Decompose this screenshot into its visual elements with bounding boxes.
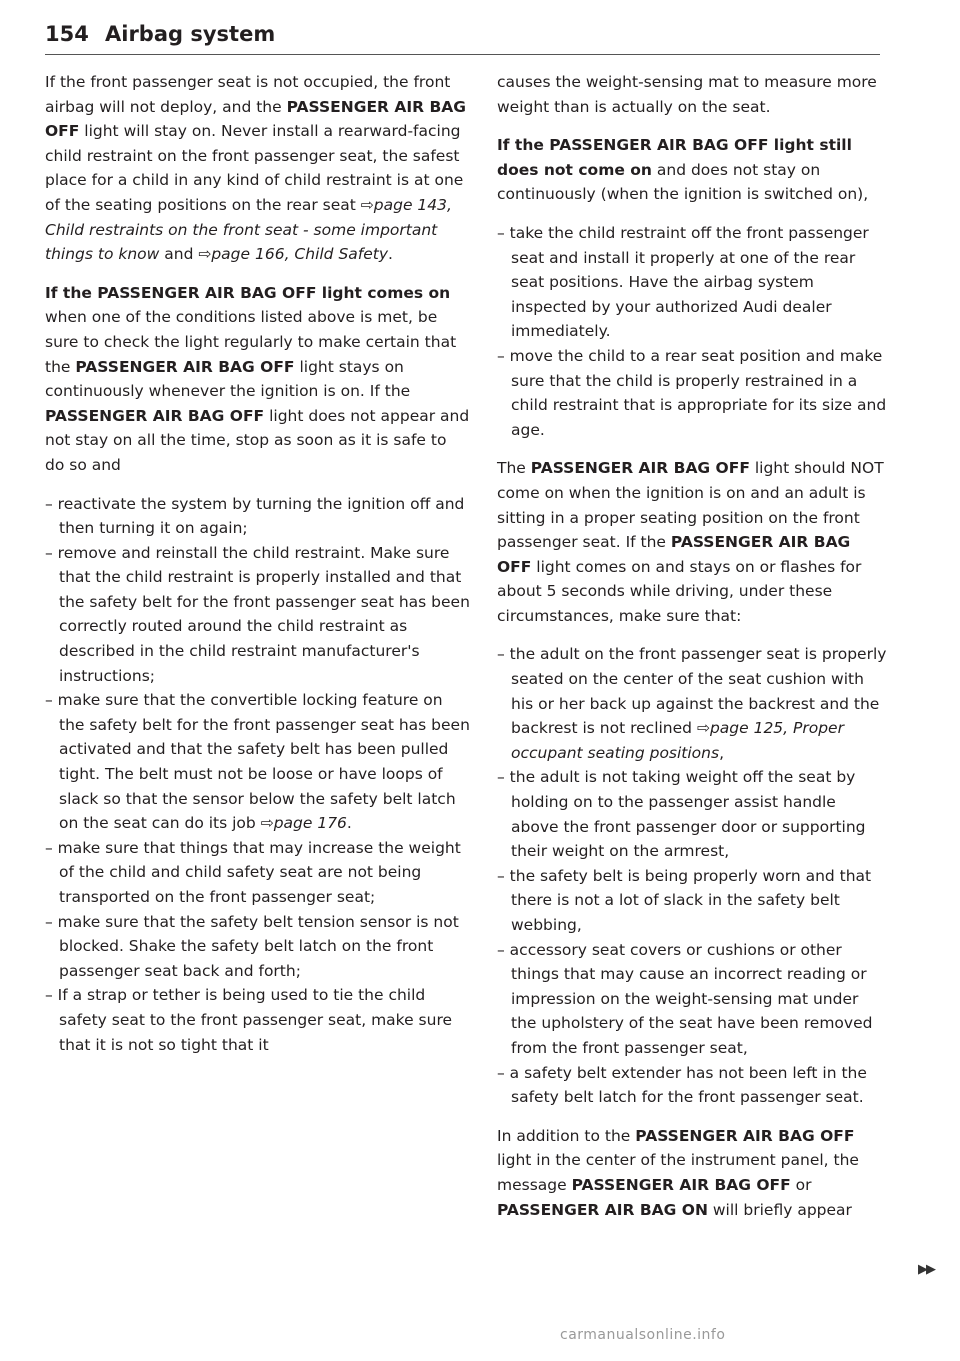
list-item: – the adult on the front passenger seat is properly seated on the center of the seat cushion with his or her back up against the backrest and the backrest is not reclined ⇨page 125, Proper occupant seating positions, (497, 645, 887, 762)
paragraph: In addition to the PASSENGER AIR BAG OFF light in the center of the instrument panel, the message PASSENGER AIR BAG OFF or PASSENGER AIR BAG ON will briefly appear (497, 1126, 859, 1219)
section-title: Airbag system (105, 22, 276, 46)
paragraph: If the front passenger seat is not occupied, the front airbag will not deploy, and the PASSENGER AIR BAG OFF light will stay on. Never install a rearward-facing child restraint on the front passenger seat, the safest place for a child in any kind of child restraint is at one of the seating positions on the rear seat ⇨page 143, Child restraints on the front seat - some important things to know and ⇨page 166, Child Safety. (45, 73, 467, 264)
list-item: – If a strap or tether is being used to tie the child safety seat to the front passenger seat, make sure that it is not so tight that it (45, 986, 453, 1054)
page-reference-link[interactable]: page 125, Proper occupant seating positions (511, 719, 844, 762)
list-item: – make sure that the safety belt tension sensor is not blocked. Shake the safety belt latch on the front passenger seat back and forth; (45, 912, 459, 980)
list-item: – make sure that the convertible locking feature on the safety belt for the front passenger seat has been activated and that the safety belt has been pulled tight. The belt must not be loose or have loops of slack so that the sensor below the safety belt latch on the seat can do its job ⇨page 176. (45, 691, 470, 833)
paragraph: The PASSENGER AIR BAG OFF light should NOT come on when the ignition is on and an adult is sitting in a proper seating position on the front passenger seat. If the PASSENGER AIR BAG OFF light comes on and stays on or flashes for about 5 seconds while driving, under these circumstances, make sure that: (497, 459, 884, 625)
list-item: – the safety belt is being properly worn and that there is not a lot of slack in the safety belt webbing, (497, 866, 872, 934)
paragraph: If the PASSENGER AIR BAG OFF light comes on when one of the conditions listed above is met, be sure to check the light regularly to make certain that the PASSENGER AIR BAG OFF light stays on continuously whenever the ignition is on. If the PASSENGER AIR BAG OFF light does not appear and not stay on all the time, stop as soon as it is safe to do so and (45, 283, 470, 474)
watermark-footer: carmanualsonline.info (560, 1327, 726, 1343)
list-item: – a safety belt extender has not been left in the safety belt latch for the front passenger seat. (497, 1063, 867, 1107)
page-number: 154 (45, 22, 89, 46)
list-item: – move the child to a rear seat position and make sure that the child is properly restrained in a child restraint that is appropriate for its size and age. (497, 346, 887, 439)
arrow-right-icon: ⇨ (198, 245, 212, 264)
continue-arrow-icon: ▶▶ (918, 1262, 934, 1277)
instruction-list (497, 642, 887, 1109)
list-item: – take the child restraint off the front passenger seat and install it properly at one of the rear seat positions. Have the airbag system inspected by your authorized Audi dealer immediately. (497, 223, 869, 341)
list-item: – the adult is not taking weight off the seat by holding on to the passenger assist handle above the front passenger door or supporting their weight on the armrest, (497, 768, 866, 861)
left-column (45, 70, 470, 1071)
arrow-right-icon: ⇨ (360, 195, 374, 214)
paragraph: If the PASSENGER AIR BAG OFF light still does not come on and does not stay on continuously (when the ignition is switched on), (497, 136, 869, 204)
page-header (45, 20, 880, 55)
list-item: – remove and reinstall the child restraint. Make sure that the child restraint is properly installed and that the safety belt for the front passenger seat has been correctly routed around the child restraint as described in the child restraint manufacturer's instructions; (45, 543, 470, 685)
page-reference-link[interactable]: page 143, Child restraints on the front seat - some important things to know (45, 195, 452, 264)
list-item: – accessory seat covers or cushions or other things that may cause an incorrect reading or impression on the weight-sensing mat under the upholstery of the seat have been removed from the front passenger seat, (497, 940, 873, 1057)
instruction-list (45, 492, 470, 1058)
arrow-right-icon: ⇨ (696, 719, 710, 738)
page-reference-link[interactable]: page 176 (273, 814, 347, 833)
list-item: – make sure that things that may increase the weight of the child and child safety seat are not being transported on the front passenger seat; (45, 838, 461, 906)
page-reference-link[interactable]: page 166, Child Safety (211, 245, 389, 264)
arrow-right-icon: ⇨ (260, 814, 274, 833)
list-item: – reactivate the system by turning the ignition off and then turning it on again; (45, 494, 465, 538)
paragraph: causes the weight-sensing mat to measure more weight than is actually on the seat. (497, 73, 877, 116)
instruction-list (497, 221, 887, 442)
right-column (497, 70, 887, 1236)
